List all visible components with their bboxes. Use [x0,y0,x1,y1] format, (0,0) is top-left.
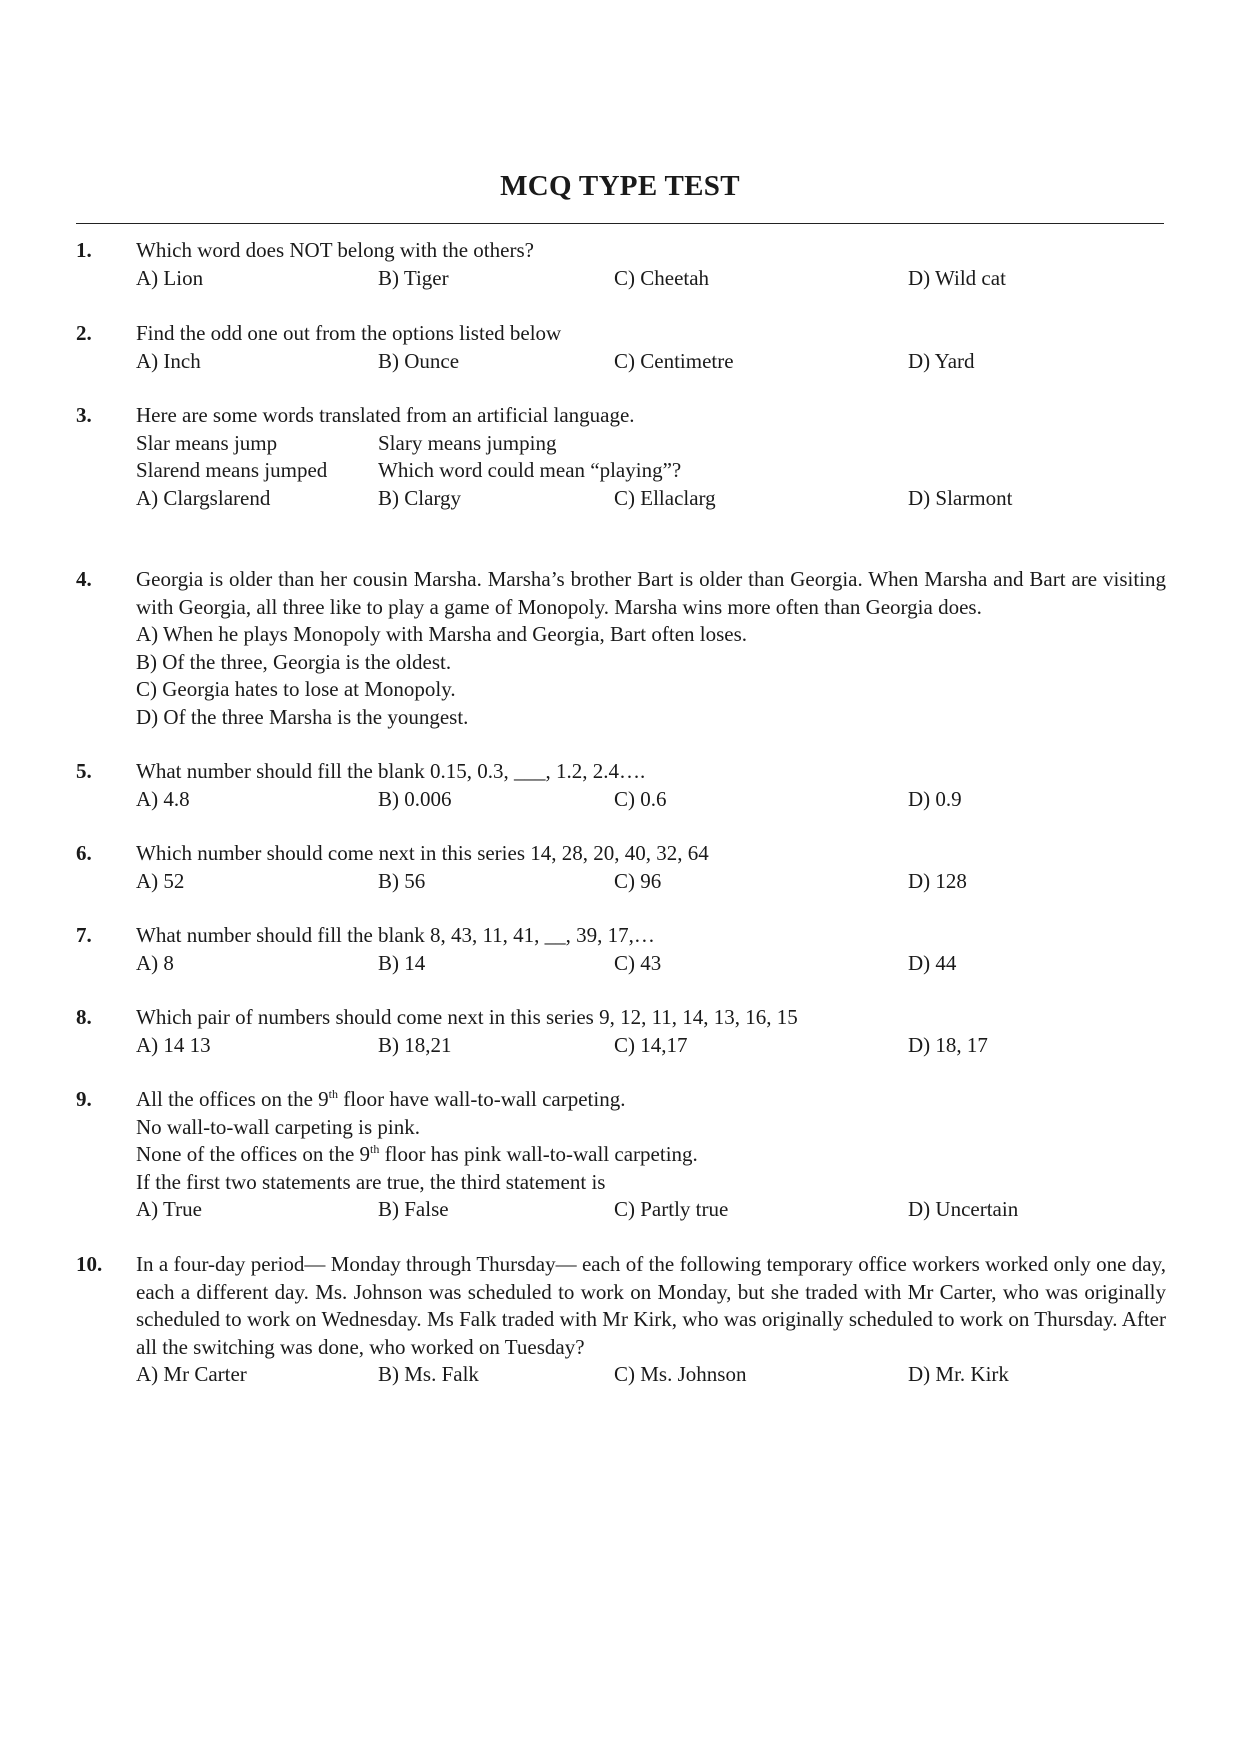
option-b: B) 56 [378,868,426,893]
option-a: A) Lion [136,265,204,290]
question-number: 7. [76,923,92,947]
option-c: C) Ellaclarg [614,485,716,510]
options-row [136,1196,1166,1224]
question-body [136,922,1166,977]
options-row [136,950,1166,978]
question-text: Georgia is older than her cousin Marsha. Marsha’s brother Bart is older than Georgia. When Marsha and Bart are visiting with Georgia, all three like to play a game of Monopoly. Marsha wins more often than Georgia does. [136,567,1166,619]
title-rule [76,223,1164,224]
question-body [136,840,1166,895]
translation-left: Slar means jump [136,430,278,455]
options-row [136,1361,1166,1389]
option-b: B) Ounce [378,348,460,373]
options-row [136,348,1166,376]
option-d: D) Yard [908,348,975,373]
option-a: A) 52 [136,868,185,893]
question-number: 9. [76,1087,92,1111]
option-a: A) True [136,1197,202,1221]
option-b: B) Clargy [378,485,462,510]
question-body [136,566,1166,731]
option-b: B) 18,21 [378,1032,452,1057]
option-c: C) Cheetah [614,265,710,290]
statement-1: All the offices on the 9th floor have wall-to-wall carpeting. [136,1087,626,1111]
question-number: 1. [76,238,92,262]
option-b: B) Of the three, Georgia is the oldest. [136,649,452,674]
option-c: C) 14,17 [614,1032,688,1057]
option-b: B) 0.006 [378,786,452,811]
question-number: 5. [76,759,92,783]
question-body [136,758,1166,813]
question-body [136,320,1166,375]
option-c: C) Ms. Johnson [614,1362,747,1386]
option-c: C) 0.6 [614,786,667,811]
statement-2: No wall-to-wall carpeting is pink. [136,1114,421,1139]
options-row [136,485,1166,513]
option-b: B) Ms. Falk [378,1362,479,1386]
option-b: B) Tiger [378,265,449,290]
option-d: D) 128 [908,868,967,893]
option-d: D) 0.9 [908,786,962,811]
question-text: In a four-day period— Monday through Thursday— each of the following temporary office workers worked only one day, each a different day. Ms. Johnson was scheduled to work on Monday, but she traded with Mr Carter, who was originally scheduled to work on Wednesday. Ms Falk traded with Mr Kirk, who was originally scheduled to work on Thursday. After all the switching was done, who worked on Tuesday? [136,1252,1166,1359]
question-number: 4. [76,567,92,591]
option-c: C) Centimetre [614,348,734,373]
question-body [136,402,1166,512]
question-number: 10. [76,1252,103,1276]
question-text: Here are some words translated from an artificial language. [136,403,635,427]
option-b: B) False [378,1197,449,1221]
option-a: A) 4.8 [136,786,190,811]
options-row [136,868,1166,896]
question-number: 6. [76,841,92,865]
option-a: A) Mr Carter [136,1362,247,1386]
option-d: D) Wild cat [908,265,1006,290]
option-c: C) 43 [614,950,662,975]
question-text: Which pair of numbers should come next in this series 9, 12, 11, 14, 13, 16, 15 [136,1005,798,1029]
question-body [136,1004,1166,1059]
page-title: MCQ TYPE TEST [500,170,740,202]
question-number: 2. [76,321,92,345]
options-row [136,786,1166,814]
question-body [136,237,1166,292]
option-d: D) Slarmont [908,485,1013,510]
option-d: D) 18, 17 [908,1032,988,1057]
option-a: A) 8 [136,950,174,975]
options-row [136,1032,1166,1060]
question-text: Find the odd one out from the options listed below [136,321,562,345]
question-text: If the first two statements are true, the third statement is [136,1169,606,1194]
option-d: D) Of the three Marsha is the youngest. [136,704,469,729]
translation-row [136,430,1166,458]
translation-right: Slary means jumping [378,430,557,455]
question-number: 3. [76,403,92,427]
question-text: What number should fill the blank 8, 43, 11, 41, __, 39, 17,… [136,923,655,947]
option-c: C) Partly true [614,1197,729,1221]
option-a: A) Inch [136,348,201,373]
option-a: A) 14 13 [136,1032,211,1057]
options-row [136,265,1166,293]
option-d: D) Uncertain [908,1197,1019,1221]
translation-row [136,457,1166,485]
statement-3: None of the offices on the 9th floor has pink wall-to-wall carpeting. [136,1142,698,1166]
question-text: What number should fill the blank 0.15, 0.3, ___, 1.2, 2.4…. [136,759,646,783]
question-number: 8. [76,1005,92,1029]
question-text: Which word does NOT belong with the others? [136,238,534,262]
question-text: Which number should come next in this series 14, 28, 20, 40, 32, 64 [136,841,709,865]
question-body [136,1251,1166,1389]
option-a: A) When he plays Monopoly with Marsha and Georgia, Bart often loses. [136,622,748,646]
question-body [136,1086,1166,1224]
translation-right: Which word could mean “playing”? [378,458,682,482]
option-a: A) Clargslarend [136,485,271,510]
option-d: D) Mr. Kirk [908,1362,1009,1386]
translation-left: Slarend means jumped [136,458,328,482]
option-d: D) 44 [908,950,957,975]
option-b: B) 14 [378,950,426,975]
option-c: C) 96 [614,868,662,893]
option-c: C) Georgia hates to lose at Monopoly. [136,677,456,701]
